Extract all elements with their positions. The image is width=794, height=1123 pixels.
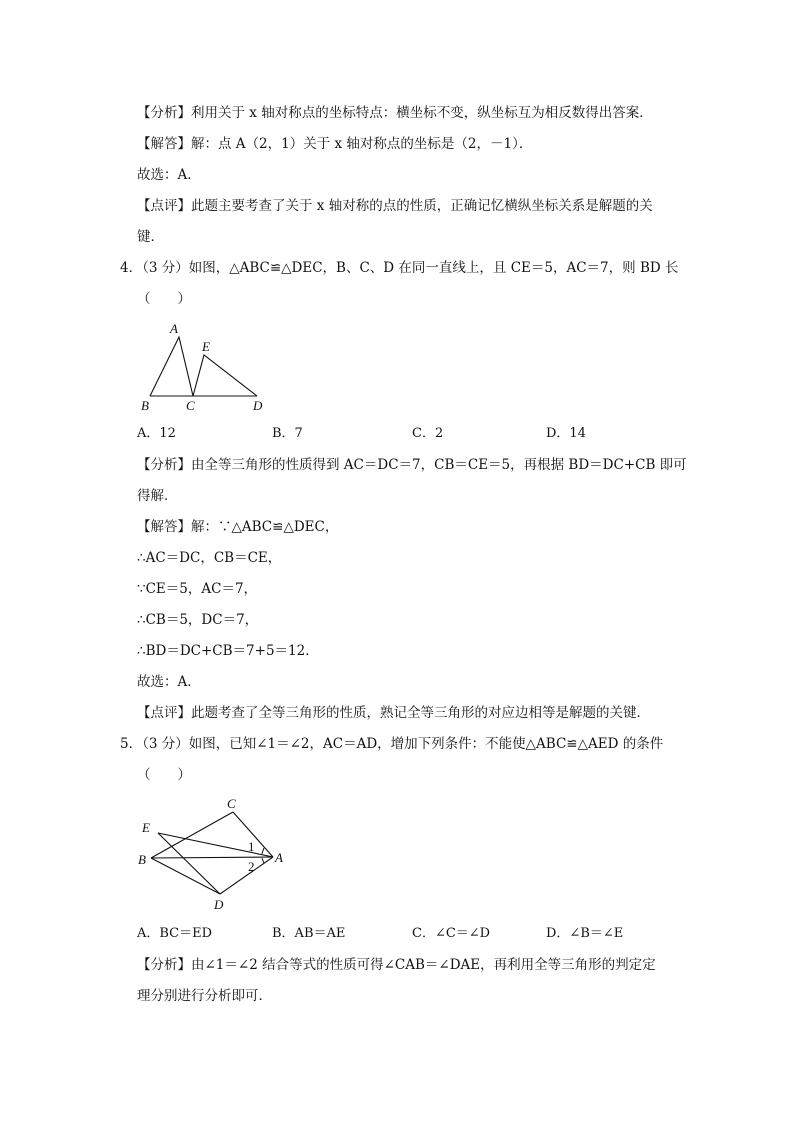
q4-option-a[interactable]: A．12 bbox=[137, 426, 176, 441]
q5-option-a[interactable]: A．BC＝ED bbox=[137, 926, 213, 941]
angle-1-arc bbox=[262, 848, 264, 854]
label-b: B bbox=[141, 398, 149, 413]
label-a: A bbox=[275, 850, 283, 865]
answer-tag: 【解答】 bbox=[137, 519, 191, 535]
analysis-text: 由∠1＝∠2 结合等式的性质可得∠CAB＝∠DAE，再利用全等三角形的判定定 bbox=[191, 957, 656, 973]
segment-ba bbox=[151, 857, 273, 858]
comment-tag: 【点评】 bbox=[137, 198, 191, 214]
answer-text: 解：点 A（2，1）关于 x 轴对称点的坐标是（2，－1）． bbox=[191, 136, 533, 152]
q5-option-c[interactable]: C．∠C＝∠D bbox=[412, 926, 491, 941]
q5-analysis bbox=[137, 955, 656, 975]
label-c: C bbox=[186, 398, 195, 413]
comment-text: 此题主要考查了关于 x 轴对称的点的性质，正确记忆横纵坐标关系是解题的关 bbox=[191, 198, 653, 214]
analysis-tag: 【分析】 bbox=[137, 105, 191, 121]
angle-2-label: 2 bbox=[248, 859, 255, 874]
q4-step-2: ∴AC＝DC，CB＝CE， bbox=[137, 550, 282, 566]
q4-blank: （ ） bbox=[137, 291, 191, 307]
q3-comment-cont: 键． bbox=[137, 229, 164, 245]
label-d: D bbox=[253, 398, 263, 413]
answer-tag: 【解答】 bbox=[137, 136, 191, 152]
label-a: A bbox=[170, 321, 178, 336]
q4-stem: 4．（3 分）如图，△ABC≌△DEC，B、C、D 在同一直线上，且 CE＝5，AC＝7，则 BD 长 bbox=[120, 260, 679, 276]
q4-option-d[interactable]: D．14 bbox=[546, 426, 586, 441]
q5-option-b[interactable]: B．AB＝AE bbox=[272, 926, 346, 941]
q4-step-3: ∵CE＝5，AC＝7， bbox=[137, 581, 258, 597]
analysis-tag: 【分析】 bbox=[137, 957, 191, 973]
q4-option-c[interactable]: C．2 bbox=[412, 426, 444, 441]
comment-tag: 【点评】 bbox=[137, 705, 191, 721]
angle-2-arc bbox=[262, 858, 264, 863]
q4-analysis-cont: 得解． bbox=[137, 488, 178, 504]
answer-text: 解：∵△ABC≌△DEC， bbox=[191, 519, 339, 535]
label-c: C bbox=[227, 796, 236, 811]
q4-option-b[interactable]: B．7 bbox=[272, 426, 303, 441]
analysis-tag: 【分析】 bbox=[137, 457, 191, 473]
q4-choose: 故选：A． bbox=[137, 674, 201, 690]
label-d: D bbox=[214, 897, 224, 912]
q5-analysis-cont: 理分别进行分析即可． bbox=[137, 988, 272, 1004]
analysis-text: 利用关于 x 轴对称点的坐标特点：横坐标不变，纵坐标互为相反数得出答案． bbox=[191, 105, 653, 121]
analysis-text: 由全等三角形的性质得到 AC＝DC＝7，CB＝CE＝5，再根据 BD＝DC+CB 即可 bbox=[191, 457, 687, 473]
comment-text: 此题考查了全等三角形的性质，熟记全等三角形的对应边相等是解题的关键． bbox=[191, 705, 650, 721]
segment-ed bbox=[158, 833, 220, 894]
segment-bc bbox=[151, 812, 233, 858]
q4-step-4: ∴CB＝5，DC＝7， bbox=[137, 612, 259, 628]
label-b: B bbox=[138, 852, 146, 867]
label-e: E bbox=[142, 820, 150, 835]
q3-choose: 故选：A． bbox=[137, 167, 201, 183]
segment-da bbox=[220, 857, 273, 894]
angle-1-label: 1 bbox=[248, 839, 255, 854]
q4-step-5: ∴BD＝DC+CB＝7+5＝12． bbox=[137, 643, 319, 659]
q5-option-d[interactable]: D．∠B＝∠E bbox=[546, 926, 624, 941]
segment-bd bbox=[151, 858, 220, 894]
q5-stem: 5．（3 分）如图，已知∠1＝∠2，AC＝AD，增加下列条件：不能使△ABC≌△AED 的条件 bbox=[120, 736, 664, 752]
q5-blank: （ ） bbox=[137, 767, 191, 783]
label-e: E bbox=[202, 339, 210, 354]
